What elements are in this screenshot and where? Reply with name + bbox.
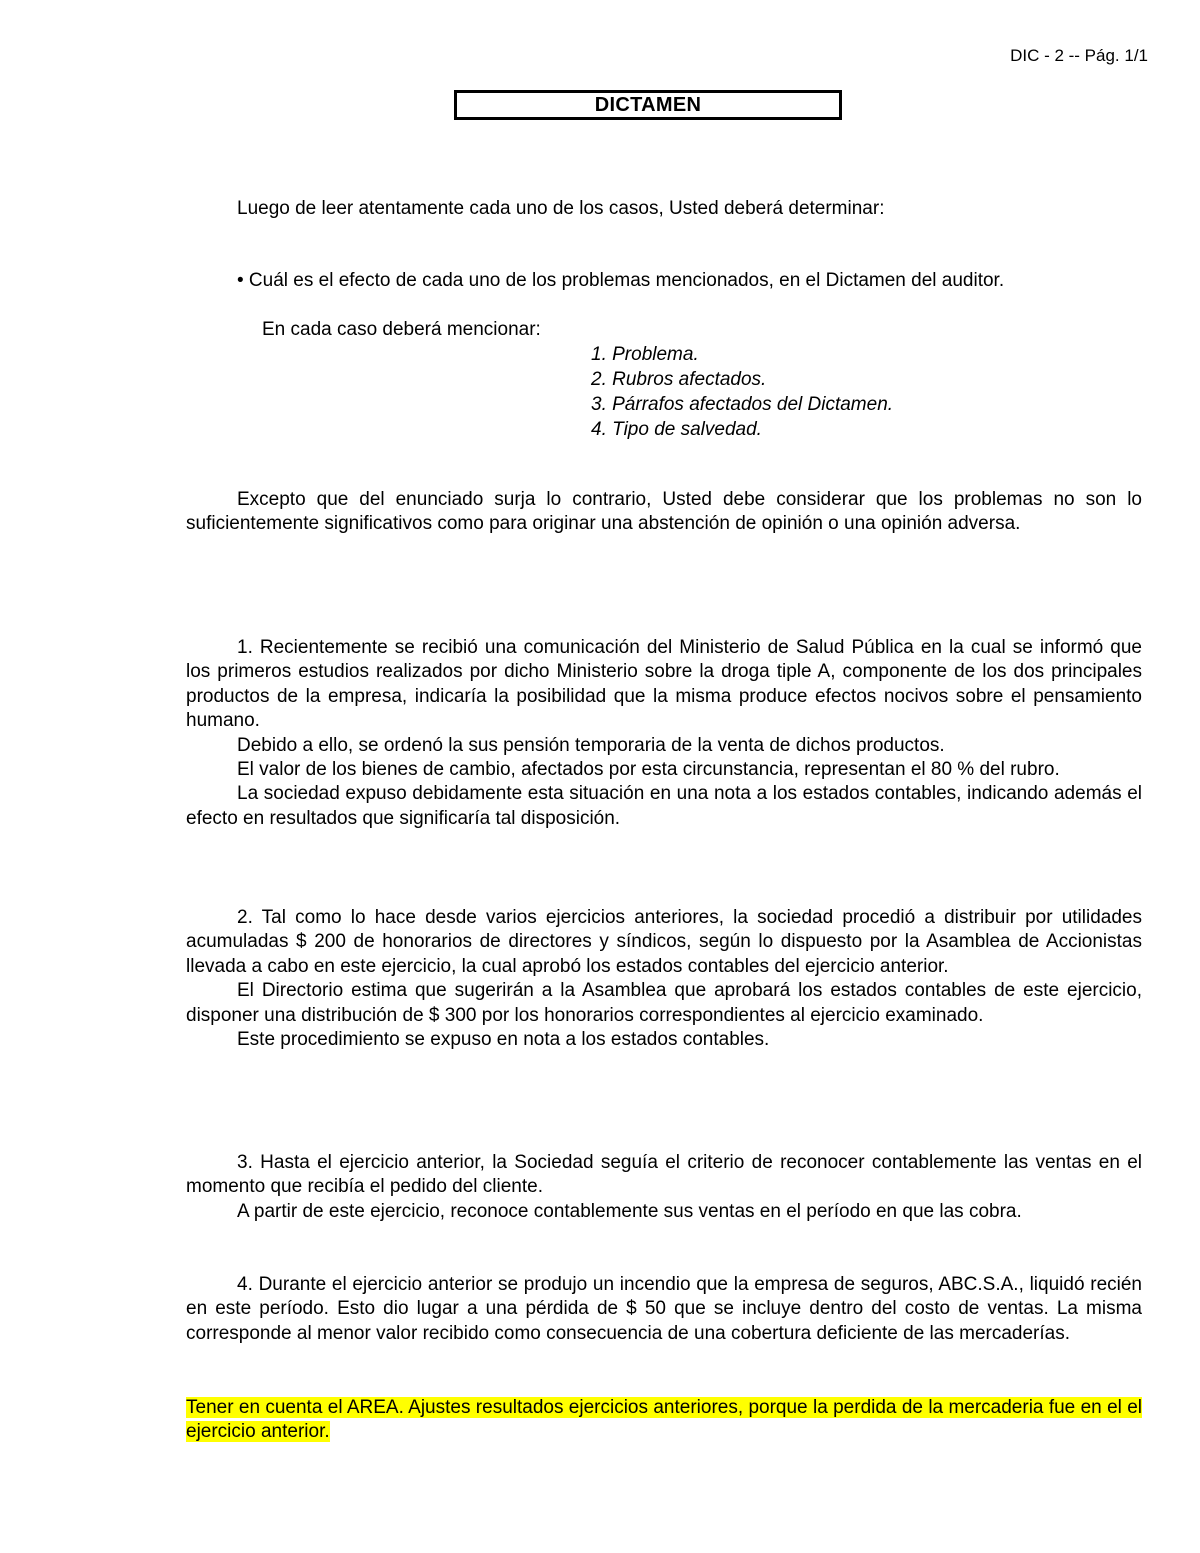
intro-text: Luego de leer atentamente cada uno de los casos, Usted deberá determinar: — [237, 198, 885, 219]
case-2-p2: El Directorio estima que sugerirán a la Asamblea que aprobará los estados contables de este ejercicio, disponer una distribución de $ 300 por los honorarios correspondientes al ejercicio examinado. — [186, 980, 1142, 1026]
note-paragraph — [186, 488, 1142, 537]
case-3 — [186, 1151, 1142, 1224]
bullet-point: • Cuál es el efecto de cada uno de los problemas mencionados, en el Dictamen del auditor. — [237, 270, 1005, 291]
case-2-p1: 2. Tal como lo hace desde varios ejercicios anteriores, la sociedad procedió a distribuir por utilidades acumuladas $ 200 de honorarios de directores y síndicos, según lo dispuesto por la Asamblea de Accionistas llevada a cabo en este ejercicio, la cual aprobó los estados contables del ejercicio anterior. — [186, 907, 1142, 977]
mention-text: En cada caso deberá mencionar: — [262, 319, 541, 340]
case-4-p1: 4. Durante el ejercicio anterior se produjo un incendio que la empresa de seguros, ABC.S.A., liquidó recién en este período. Esto dio lugar a una pérdida de $ 50 que se incluye dentro del costo de ventas. La misma corresponde al menor valor recibido como consecuencia de una cobertura deficiente de las mercaderías. — [186, 1274, 1142, 1344]
case-3-p2: A partir de este ejercicio, reconoce contablemente sus ventas en el período en que las cobra. — [237, 1200, 1022, 1222]
highlight-text: Tener en cuenta el AREA. Ajustes resultados ejercicios anteriores, porque la perdida de la mercaderia fue en el el ejercicio anterior. — [186, 1397, 1142, 1443]
list-item: 3. Párrafos afectados del Dictamen. — [591, 394, 894, 415]
case-1-p2: Debido a ello, se ordenó la sus pensión temporaria de la venta de dichos productos. — [237, 734, 945, 756]
note-text: Excepto que del enunciado surja lo contrario, Usted debe considerar que los problemas no son lo suficientemente significativos como para originar una abstención de opinión o una opinión adversa. — [186, 489, 1142, 535]
title-box — [454, 90, 842, 120]
list-item: 2. Rubros afectados. — [591, 369, 767, 390]
case-1-p4: La sociedad expuso debidamente esta situación en una nota a los estados contables, indicando además el efecto en resultados que significaría tal disposición. — [186, 783, 1142, 829]
case-3-p1: 3. Hasta el ejercicio anterior, la Sociedad seguía el criterio de reconocer contablemente las ventas en el momento que recibía el pedido del cliente. — [186, 1152, 1142, 1198]
page-reference: DIC - 2 -- Pág. 1/1 — [1010, 46, 1148, 65]
list-item: 4. Tipo de salvedad. — [591, 419, 762, 440]
case-2-p3: Este procedimiento se expuso en nota a los estados contables. — [237, 1029, 770, 1051]
case-1 — [186, 636, 1142, 831]
document-title: DICTAMEN — [594, 93, 702, 116]
case-2 — [186, 906, 1142, 1052]
requirements-list — [591, 342, 893, 442]
case-4 — [186, 1273, 1142, 1346]
highlighted-note — [186, 1396, 1142, 1445]
case-1-p3: El valor de los bienes de cambio, afectados por esta circunstancia, representan el 80 % del rubro. — [237, 759, 1060, 781]
case-1-p1: 1. Recientemente se recibió una comunicación del Ministerio de Salud Pública en la cual se informó que los primeros estudios realizados por dicho Ministerio sobre la droga tiple A, componente de los dos principales productos de la empresa, indicaría la posibilidad que la misma produce efectos nocivos sobre el pensamiento humano. — [186, 637, 1142, 732]
list-item: 1. Problema. — [591, 344, 699, 365]
